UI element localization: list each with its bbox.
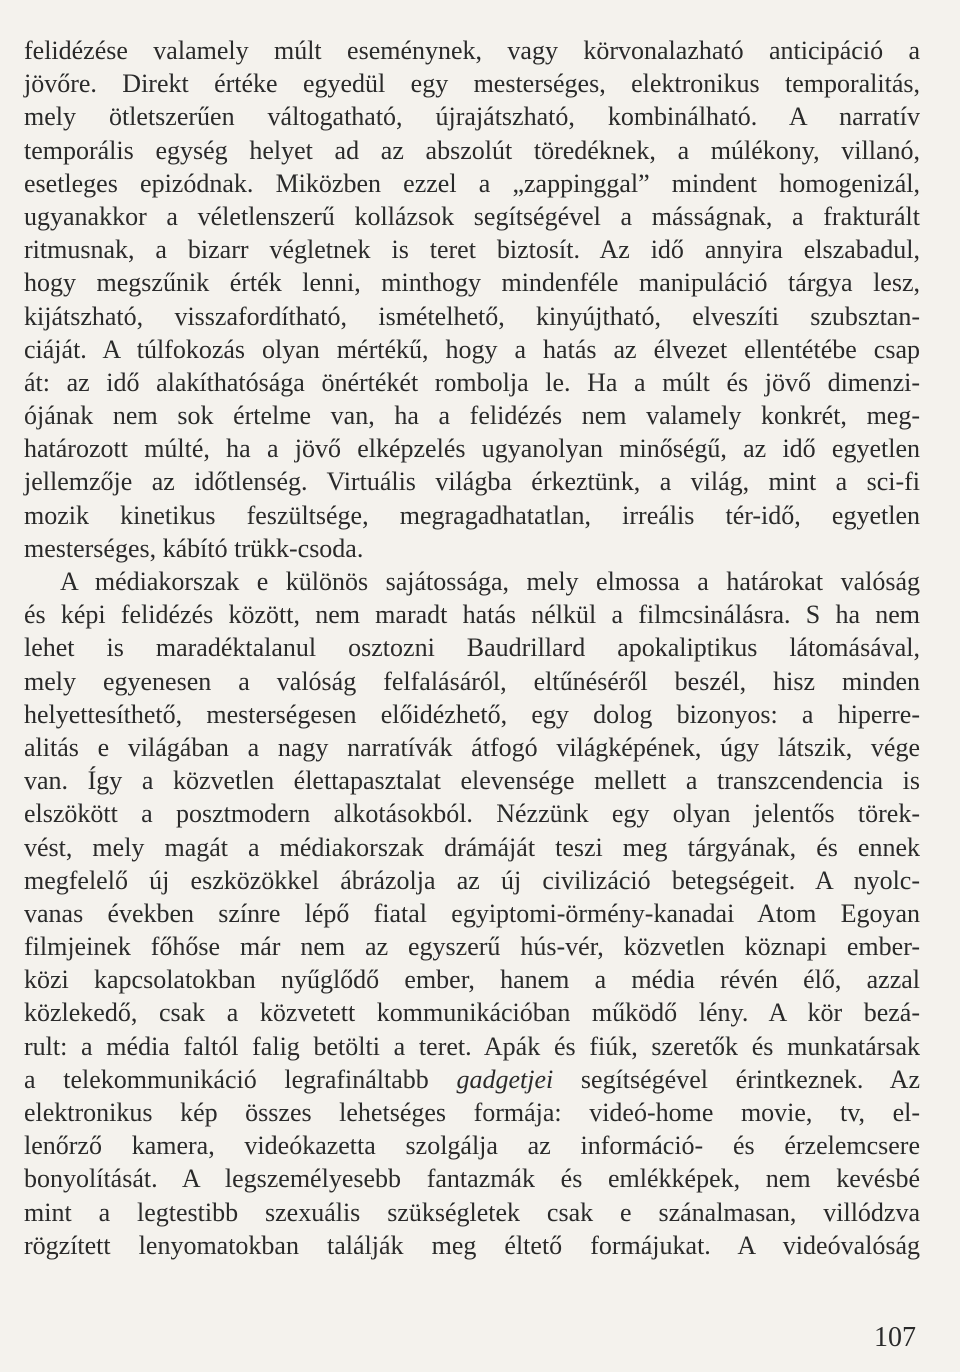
- text-line: temporális egység helyet ad az abszolút töredéknek, a múlékony, villanó,: [24, 135, 920, 165]
- text-line: közlekedő, csak a közvetett kommunikációban működő lény. A kör bezá-: [24, 998, 920, 1028]
- page-number: 107: [874, 1322, 916, 1353]
- text-line: megfelelő új eszközökkel ábrázolja az új civilizáció betegségeit. A nyolc-: [24, 865, 920, 895]
- text-line: vanas években színre lépő fiatal egyiptomi-örmény-kanadai Atom Egoyan: [24, 898, 920, 928]
- text-line: lenőrző kamera, videókazetta szolgálja az információ- és érzelemcsere: [24, 1131, 920, 1161]
- text-line: lehet is maradéktalanul osztozni Baudrillard apokaliptikus látomásával,: [24, 633, 920, 663]
- text-line: elektronikus kép összes lehetséges formája: videó-home movie, tv, el-: [24, 1098, 920, 1127]
- text-line: kijátszható, visszafordítható, ismételhető, kinyújtható, elveszíti szubsztan-: [24, 301, 920, 331]
- text-line: helyettesíthető, mesterségesen előidézhető, egy dolog bizonyos: a hiperre-: [24, 699, 920, 729]
- text-line: ugyanakkor a véletlenszerű kollázsok segítségével a másságnak, a frakturált: [24, 201, 920, 231]
- italic-term: gadgetjei: [456, 1064, 554, 1094]
- text-line-with-italic: [24, 1063, 920, 1096]
- text-segment: a telekommunikáció legrafináltabb: [24, 1064, 457, 1094]
- text-line: rult: a média faltól falig betölti a teret. Apák és fiúk, szeretők és munkatársak: [24, 1031, 920, 1061]
- text-line: jövőre. Direkt értéke egyedül egy mesterséges, elektronikus temporalitás,: [24, 69, 920, 99]
- text-line: felidézése valamely múlt eseménynek, vagy körvonalazható anticipáció a: [24, 36, 920, 65]
- text-line: át: az idő alakíthatósága önértékét rombolja le. Ha a múlt és jövő dimenzi-: [24, 367, 920, 397]
- text-line: rögzített lenyomatokban találják meg éltető formájukat. A videóvalóság: [24, 1230, 920, 1260]
- text-line: mozik kinetikus feszültsége, megragadhatatlan, irreális tér-idő, egyetlen: [24, 500, 920, 530]
- text-line: vést, mely magát a médiakorszak drámáját teszi meg tárgyának, és ennek: [24, 832, 920, 862]
- text-line: filmjeinek főhőse már nem az egyszerű hús-vér, közvetlen köznapi ember-: [24, 932, 920, 962]
- text-line: bonyolítását. A legszemélyesebb fantazmák és emlékképek, nem kevésbé: [24, 1164, 920, 1194]
- body-text: [24, 34, 920, 1262]
- text-line: mely egyenesen a valóság felfalásáról, eltűnéséről beszél, hisz minden: [24, 666, 920, 696]
- text-line: ciáját. A túlfokozás olyan mértékű, hogy a hatás az élvezet ellentétébe csap: [24, 334, 920, 364]
- text-line: jellemzője az időtlenség. Virtuális világba érkeztünk, a világ, mint a sci-fi: [24, 467, 920, 497]
- text-line: hogy megszűnik érték lenni, minthogy mindenféle manipuláció tárgya lesz,: [24, 268, 920, 298]
- text-line: van. Így a közvetlen élettapasztalat elevensége mellett a transzcendencia is: [24, 766, 920, 796]
- text-segment: segítségével érintkeznek. Az: [553, 1064, 920, 1094]
- text-line: alitás e világában a nagy narratívák átfogó világképének, úgy látszik, vége: [24, 732, 920, 762]
- text-line: mely ötletszerűen váltogatható, újrajátszható, kombinálható. A narratív: [24, 102, 920, 132]
- text-line: elszökött a posztmodern alkotásokból. Nézzünk egy olyan jelentős törek-: [24, 799, 920, 829]
- text-line: esetleges epizódnak. Miközben ezzel a „zappinggal” mindent homogenizál,: [24, 168, 920, 198]
- text-line: ritmusnak, a bizarr végletnek is teret biztosít. Az idő annyira elszabadul,: [24, 235, 920, 265]
- text-line: mint a legtestibb szexuális szükségletek csak e szánalmasan, villódzva: [24, 1197, 920, 1227]
- text-line: ójának nem sok értelme van, ha a felidézés nem valamely konkrét, meg-: [24, 401, 920, 431]
- text-line: határozott múlté, ha a jövő elképzelés ugyanolyan minőségű, az idő egyetlen: [24, 434, 920, 464]
- text-line: közi kapcsolatokban nyűglődő ember, hanem a média révén élő, azzal: [24, 965, 920, 995]
- text-line: és képi felidézés között, nem maradt hatás nélkül a filmcsinálásra. S ha nem: [24, 600, 920, 630]
- paragraph-end-line: mesterséges, kábító trükk-csoda.: [24, 533, 364, 563]
- paragraph-start-line: A médiakorszak e különös sajátossága, mely elmossa a határokat valóság: [60, 567, 920, 596]
